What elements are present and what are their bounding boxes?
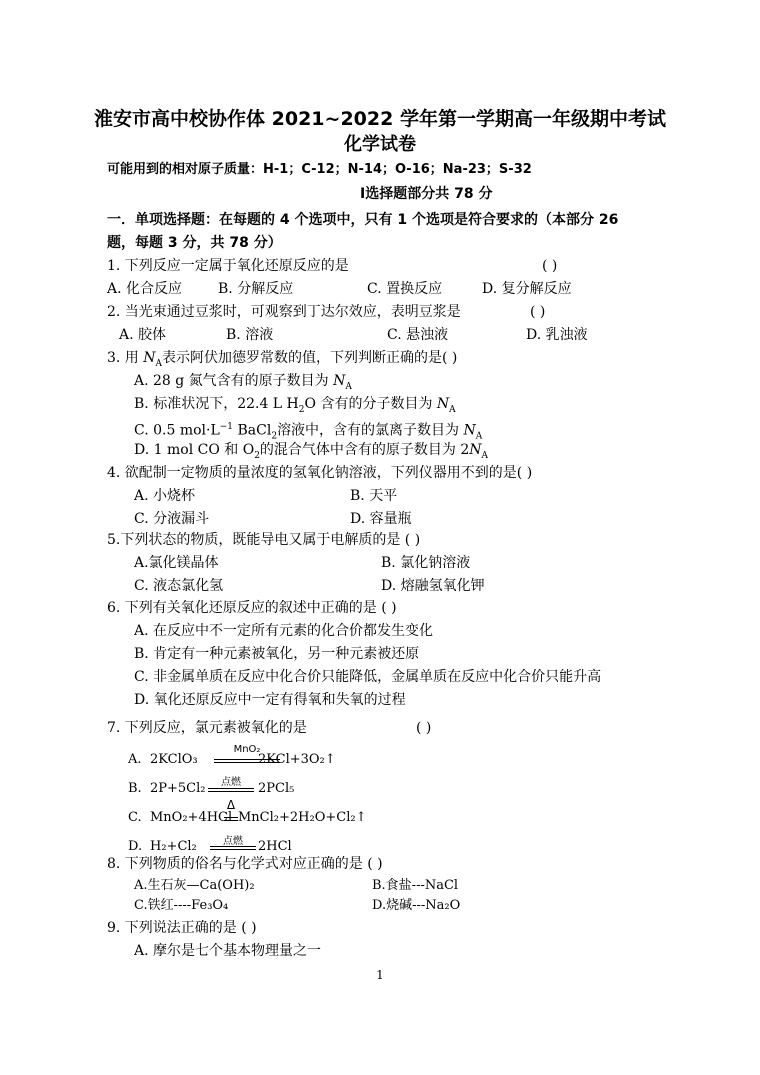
subscript: 2 — [271, 431, 278, 442]
question-1-option-d: D. 复分解反应 — [482, 281, 572, 297]
question-7-option-c-products: MnCl₂+2H₂O+Cl₂↑ — [238, 810, 367, 825]
question-5-option-d: D. 熔融氢氧化钾 — [381, 578, 485, 594]
question-3-stem — [107, 348, 457, 374]
question-8-option-c: C.铁红----Fe₃O₄ — [134, 898, 229, 913]
exam-subtitle: 化学试卷 — [344, 134, 416, 155]
avogadro-subscript: A — [475, 431, 483, 442]
question-1-option-c: C. 置换反应 — [367, 281, 443, 297]
question-3-option-c-text: C. 0.5 mol·L — [134, 422, 220, 439]
question-8-stem: 8. 下列物质的俗名与化学式对应正确的是 ( ) — [107, 856, 383, 872]
equals-sign-bottom — [224, 820, 238, 821]
question-3-option-b-text-2: O 含有的分子数目为 — [304, 396, 437, 412]
question-6-option-a: A. 在反应中不一定所有元素的化合价都发生变化 — [134, 623, 434, 639]
question-3-option-d-text: D. 1 mol CO 和 O — [134, 442, 255, 458]
question-6-stem: 6. 下列有关氧化还原反应的叙述中正确的是 ( ) — [107, 600, 397, 616]
avogadro-subscript: A — [481, 450, 489, 461]
avogadro-subscript: A — [155, 358, 163, 369]
question-2-answer-slot: ( ) — [530, 304, 546, 320]
avogadro-symbol: N — [143, 350, 156, 366]
question-4-stem: 4. 欲配制一定物质的量浓度的氢氧化钠溶液，下列仪器用不到的是( ) — [107, 465, 533, 481]
question-7-option-d-label: D. — [128, 839, 143, 854]
subscript: 2 — [298, 404, 305, 415]
question-7-option-b-condition: 点燃 — [221, 777, 241, 788]
question-1-stem: 1. 下列反应一定属于氧化还原反应的是 — [107, 258, 349, 274]
section-title: Ⅰ选择题部分共 78 分 — [360, 186, 493, 202]
question-9-stem: 9. 下列说法正确的是 ( ) — [107, 920, 257, 936]
question-7-option-a-label: A. — [128, 752, 142, 767]
exam-title: 淮安市高中校协作体 2021~2022 学年第一学期高一年级期中考试 — [94, 108, 666, 130]
avogadro-symbol: N — [463, 422, 476, 439]
question-4-option-d: D. 容量瓶 — [350, 511, 412, 527]
question-7-answer-slot: ( ) — [416, 720, 432, 736]
question-2-option-d: D. 乳浊液 — [526, 327, 588, 343]
question-8-option-a: A.生石灰—Ca(OH)₂ — [134, 878, 255, 893]
atomic-masses: 可能用到的相对原子质量：H-1；C-12；N-14；O-16；Na-23；S-32 — [107, 162, 532, 177]
question-2-option-c: C. 悬浊液 — [387, 327, 449, 343]
equals-sign-top — [224, 817, 238, 818]
equals-sign-top — [208, 788, 254, 789]
question-8-option-d: D.烧碱---Na₂O — [372, 898, 461, 913]
question-9-option-a: A. 摩尔是七个基本物理量之一 — [134, 943, 322, 959]
question-4-option-c: C. 分液漏斗 — [134, 511, 210, 527]
question-1-answer-slot: ( ) — [542, 258, 558, 274]
equals-sign-top — [210, 846, 256, 847]
question-4-option-b: B. 天平 — [350, 488, 398, 504]
question-7-option-b-reactants: 2P+5Cl₂ — [150, 781, 206, 796]
part-one-heading-2: 题，每题 3 分，共 78 分） — [107, 235, 282, 251]
question-7-option-d-reactants: H₂+Cl₂ — [150, 839, 197, 854]
question-3-option-a — [134, 371, 352, 397]
question-7-option-a-reactants: 2KClO₃ — [150, 752, 198, 767]
question-7-option-c-reactants: MnO₂+4HCl — [150, 810, 233, 825]
question-5-option-c: C. 液态氯化氢 — [134, 578, 224, 594]
question-3-option-b — [134, 394, 456, 420]
avogadro-symbol: N — [333, 373, 346, 389]
question-3-stem-pre: 3. 用 — [107, 350, 144, 366]
question-4-option-a: A. 小烧杯 — [134, 488, 196, 504]
equals-sign-bottom — [208, 791, 254, 792]
question-7-option-c-label: C. — [128, 810, 142, 825]
question-1-option-b: B. 分解反应 — [218, 281, 294, 297]
page-number: 1 — [376, 968, 384, 982]
question-6-option-c: C. 非金属单质在反应中化合价只能降低，金属单质在反应中化合价只能升高 — [134, 669, 602, 685]
question-7-option-a-condition: MnO₂ — [233, 744, 261, 755]
question-3-stem-post: 表示阿伏加德罗常数的值，下列判断正确的是( ) — [162, 350, 458, 366]
question-6-option-d: D. 氧化还原反应中一定有得氧和失氧的过程 — [134, 692, 406, 708]
question-2-stem: 2. 当光束通过豆浆时，可观察到丁达尔效应，表明豆浆是 — [107, 304, 461, 320]
question-7-option-a-products: 2KCl+3O₂↑ — [258, 752, 336, 767]
question-8-option-b: B.食盐---NaCl — [372, 878, 459, 893]
question-3-option-c-text-3: 溶液中，含有的氯离子数目为 — [277, 422, 464, 439]
question-6-option-b: B. 肯定有一种元素被氧化，另一种元素被还原 — [134, 646, 420, 662]
equals-sign-bottom — [210, 849, 256, 850]
question-3-option-d — [134, 440, 488, 466]
question-2-option-b: B. 溶液 — [226, 327, 274, 343]
question-7-option-d-condition: 点燃 — [223, 836, 243, 847]
avogadro-symbol: N — [436, 396, 450, 412]
question-5-option-a: A.氯化镁晶体 — [134, 555, 219, 571]
question-5-option-b: B. 氯化钠溶液 — [381, 555, 471, 571]
question-7-option-b-label: B. — [128, 781, 142, 796]
question-3-option-c-text-2: BaCl — [233, 422, 272, 439]
superscript: −1 — [219, 422, 234, 432]
avogadro-symbol: N — [469, 442, 482, 458]
question-7-option-c-condition: Δ — [226, 798, 236, 812]
question-1-option-a: A. 化合反应 — [107, 281, 183, 297]
part-one-heading-1: 一．单项选择题：在每题的 4 个选项中，只有 1 个选项是符合要求的（本部分 26 — [107, 212, 619, 228]
question-7-option-d-products: 2HCl — [258, 839, 292, 854]
question-7-option-b-products: 2PCl₅ — [258, 781, 295, 796]
question-7-stem: 7. 下列反应，氯元素被氧化的是 — [107, 720, 307, 736]
question-2-option-a: A. 胶体 — [119, 327, 167, 343]
question-5-stem: 5.下列状态的物质，既能导电又属于电解质的是 ( ) — [107, 532, 421, 548]
question-3-option-a-text: A. 28 g 氮气含有的原子数目为 — [134, 373, 334, 389]
subscript: 2 — [254, 450, 260, 461]
question-3-option-b-text: B. 标准状况下，22.4 L H — [134, 396, 299, 412]
avogadro-subscript: A — [345, 381, 352, 392]
question-3-option-d-text-2: 的混合气体中含有的原子数目为 2 — [259, 442, 470, 458]
avogadro-subscript: A — [449, 404, 456, 415]
